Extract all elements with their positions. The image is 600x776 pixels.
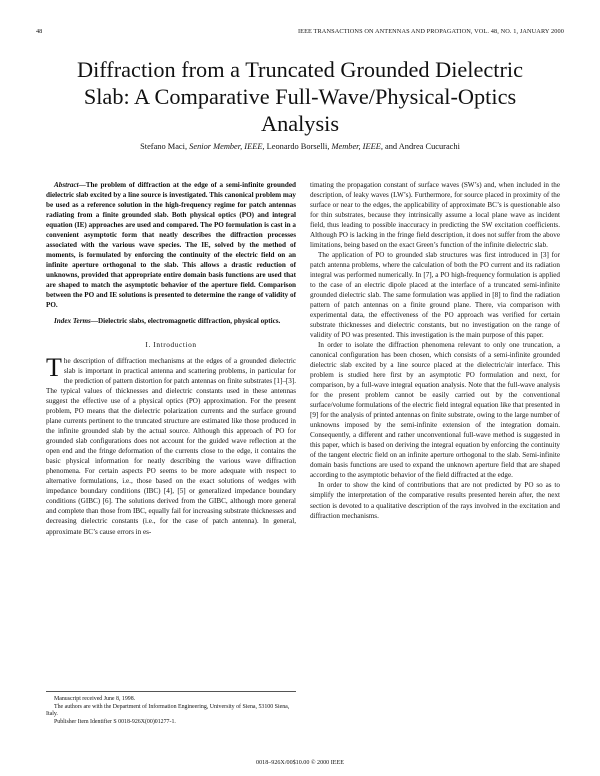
page-number: 48 [36,28,43,35]
intro-paragraph-2: The application of PO to grounded slab structures was first introduced in [3] for patch antenna problems, where the calculation of both the PO current and its radiation integral was performed numerically. In [7], a PO high-frequency formulation is applied to the case of an electric dipole placed at the interface of a truncated semi-infinite grounded dielectric slab. The same formulation was applied in [8] to find the radiation pattern of patch antennas on a finite ground plane. There, via comparison with experimental data, the effectiveness of the PO approach was verified for certain substrate thicknesses and dielectric constants, but no investigation on the range of validity of PO was presented. This investigation is the main purpose of this paper. [310,251,560,340]
index-terms-text: Dielectric slabs, electromagnetic diffraction, physical optics. [97,317,281,326]
author-1-name: Stefano Maci, [140,142,188,151]
paper-title [20,56,580,137]
author-1-title: Senior Member, IEEE, [189,142,265,151]
footnote-received: Manuscript received June 8, 1998. [54,696,136,702]
title-line-3: Analysis [260,111,340,136]
index-terms-label: Index Terms— [54,317,98,326]
copyright-footer: 0018–926X/00$10.00 © 2000 IEEE [256,760,344,766]
intro-paragraph-3: In order to isolate the diffraction phenomena relevant to only one truncation, a canonical configuration has been chosen, which consists of a semi-infinite grounded dielectric slab excited by a line source placed at the dielectric/air interface. This problem is studied here first by an asymptotic PO formulation and next, for comparison, by a full-wave integral equation analysis. Note that the full-wave analysis for the present problem cannot be easily carried out by the conventional surface/volume formulations of the electric field integral equation like that presented in [9] for the analysis of printed antennas on finite substrate, owing to the large number of unknowns imposed by the semi-infinite extension of the integration domain. Consequently, a different and rather unconventional full-wave method is suggested in this paper, which is based on deriving the integral equation by enforcing the continuity of the tangent electric field on an infinite aperture orthogonal to the slab. Semi-infinite domain basis functions are used to expand the unknown aperture field that are shaped according to the asymptotic behavior of the field diffracted at the edge. [310,341,560,480]
author-list [20,142,580,151]
author-2-title: Member, IEEE, [331,142,383,151]
author-2-name: Leonardo Borselli, [266,142,330,151]
index-terms [46,316,296,326]
right-column [310,180,560,521]
left-column [46,180,296,537]
title-line-1: Diffraction from a Truncated Grounded Dielectric [76,57,523,82]
running-header [36,28,564,40]
footnote-publisher-id: Publisher Item Identifier S 0018-926X(00)01277-1. [54,718,176,725]
section-heading-introduction: I. Introduction [145,340,197,350]
journal-header: IEEE TRANSACTIONS ON ANTENNAS AND PROPAGATION, VOL. 48, NO. 1, JANUARY 2000 [297,28,564,35]
abstract [46,180,296,310]
footnote-affiliation: The authors are with the Department of Information Engineering, University of Siena, 53100 Siena, Italy. [46,703,290,718]
title-line-2: Slab: A Comparative Full-Wave/Physical-Optics [83,84,517,109]
intro-paragraph-1: The description of diffraction mechanisms at the edges of a grounded dielectric slab is important in practical antenna and scattering problems, in particular for the prediction of pattern distortion for patch antennas on finite substrates [1]–[3]. The typical values of thicknesses and dielectric constants used in these antennas suggest the effective use of a physical optics (PO) approximation. For the present problem, PO means that the dielectric polarization currents and the surface ground plane currents pertinent to the truncated structure are estimated like those produced in the infinite grounded slab by the actual source. Although this approach of PO for grounded slab configurations does not account for the guided wave reflection at the open end and the fringe deformation of the currents close to the edge, it contains the basic physical information for neatly describing the various wave diffraction phenomena. For certain aspects PO seems to be more adequate with respect to alternative formulations, i.e., those based on the exact solutions of wedges with impedance boundary conditions (IBC) [4], [5] or generalized impedance boundary conditions (GIBC) [6]. The solutions derived from the GIBC, although more general and complete than those from IBC, equally fail for increasing substrate thicknesses and decreasing dielectric constants (i.e., for the case of patch antenna). In general, approximate BC’s cause errors in es- [46,353,296,536]
author-3-name: and Andrea Cucurachi [385,142,460,151]
abstract-text: The problem of diffraction at the edge of a semi-infinite grounded dielectric slab excited by a line source is investigated. This canonical problem may be used as a reference solution in the high-frequency regime for patch antennas radiating from a finite grounded slab. Both physical optics (PO) and integral equation (IE) approaches are used and compared. The PO formulation is cast in a convenient asymptotic form that neatly describes the diffraction processes associated with the various wave species. The IE, solved by the method of moments, is formulated by enforcing the continuity of the electric field on an infinite aperture orthogonal to the slab. This allows a drastic reduction of unknowns, provided that appropriate entire domain basis functions are used that are shaped to match the asymptotic behavior of the aperture field. Comparison between the PO and IE solutions is presented to determine the range of validity of PO. [46,181,296,310]
abstract-label: Abstract— [54,181,86,189]
intro-paragraph-1-cont: timating the propagation constant of surface waves (SW’s) and, when included in the description, of leaky waves (LW’s). Furthermore, for source placed in proximity of the surface or near to the edges, the applicability of approximate BC’s is questionable also for thin substrates, because they intrinsically assume a local plane wave as incident field, thus leading to possible inaccuracy in predicting the SW excitation coefficients. Although PO is lacking in the fringe field description, it does not suffer from the above limitations, being based on the exact Green’s function of the infinite dielectric slab. [310,181,560,250]
intro-paragraph-4: In order to show the kind of contributions that are not predicted by PO so as to simplify the interpretation of the comparative results presented herein after, the next section is devoted to a qualitative description of the rays involved in the excitation and diffraction mechanisms. [310,481,560,520]
footnotes [46,691,296,726]
